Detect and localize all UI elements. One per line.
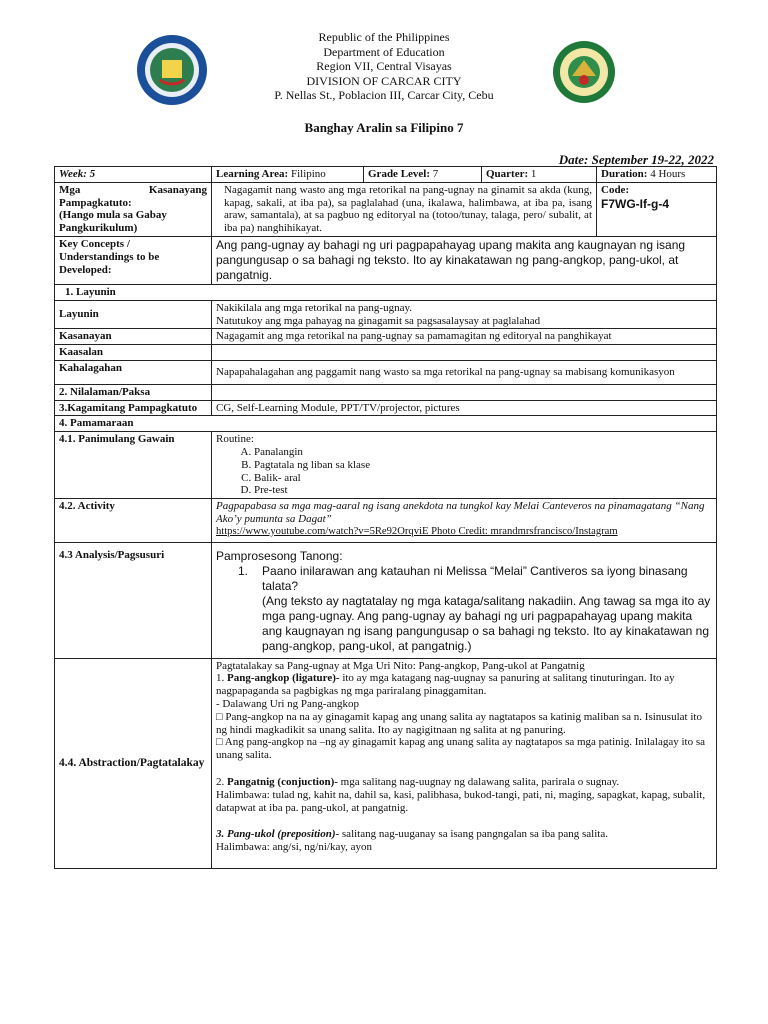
grade-level-value: 7 (430, 168, 439, 180)
pang-ukol-examples: Halimbawa: ang/si, ng/ni/kay, ayon (216, 841, 373, 854)
item-number: 3. (216, 828, 227, 841)
activity-cell (212, 499, 717, 542)
pang-angkop-type-1: □ Pang-angkop na na ay ginagamit kapag ang unang salita ay nagtatapos sa katinig maliban sa n. Isinusulat ito ng hindi magkadikit sa unang salita. Ito ay nagigitnaan ng salita at ng panuring. (216, 710, 702, 736)
duration-label: Duration: (601, 168, 648, 180)
pangatnig-definition (216, 776, 712, 789)
list-item: D. Pre-test (254, 484, 712, 497)
layunin-line: Nakikilala ang mga retorikal na pang-ugnay. (216, 301, 412, 314)
learning-area-label: Learning Area: (216, 168, 289, 180)
document-header (0, 30, 768, 103)
list-item: C. Balik- aral (254, 472, 712, 485)
layunin-label: Layunin (55, 300, 212, 329)
layunin-section-heading: 1. Layunin (55, 284, 717, 300)
learning-area-value: Filipino (288, 168, 326, 180)
analysis-cell (212, 542, 717, 658)
quarter-label: Quarter: (486, 168, 529, 180)
kasanayan-label: Kasanayan (55, 329, 212, 345)
abstraction-cell (212, 658, 717, 868)
abstraction-row (55, 658, 717, 868)
abstraction-label: 4.4. Abstraction/Pagtatalakay (55, 658, 212, 868)
item-number: 2. (216, 775, 227, 788)
nilalaman-row (55, 384, 717, 400)
analysis-intro: Pamprosesong Tanong: (216, 548, 343, 563)
kaasalan-label: Kaasalan (55, 345, 212, 361)
pang-angkop-definition (216, 672, 712, 698)
header-line-address: P. Nellas St., Poblacion III, Carcar City, Cebu (274, 88, 494, 102)
lesson-date: Date: September 19-22, 2022 (558, 152, 714, 167)
code-cell (597, 182, 717, 236)
lesson-plan-table (54, 166, 717, 869)
pang-ukol-definition (216, 828, 712, 841)
analysis-label: 4.3 Analysis/Pagsusuri (55, 542, 212, 658)
nilalaman-label: 2. Nilalaman/Paksa (55, 384, 212, 400)
spacer (216, 814, 712, 828)
pangatnig-examples: Halimbawa: tulad ng, kahit na, dahil sa, kasi, palibhasa, bukod-tangi, pati, ni, maging, sapagkat, kapag, subalit, datapwat at iba pa. pang-ukol, at pangatnig. (216, 788, 706, 814)
header-line-division: DIVISION OF CARCAR CITY (306, 73, 462, 88)
activity-label: 4.2. Activity (55, 499, 212, 542)
header-line-department: Department of Education (323, 44, 445, 59)
key-concepts-row (55, 236, 717, 284)
duration-cell (597, 167, 717, 183)
analysis-question-item (216, 564, 712, 654)
kahalagahan-label: Kahalagahan (55, 360, 212, 384)
header-line-republic: Republic of the Philippines (318, 30, 450, 44)
kagamitan-label: 3.Kagamitang Pampagkatuto (55, 400, 212, 416)
competency-label: Mga Kasanayang Pampagkatuto: (59, 183, 207, 209)
analysis-question: Paano inilarawan ang katauhan ni Melissa “Melai” Cantiveros sa iyong binasang talata? (262, 563, 688, 593)
kasanayan-text: Nagagamit ang mga retorikal na pang-ugnay sa pamamagitan ng editoryal na panghikayat (212, 329, 717, 345)
pang-ukol-term: Pang-ukol (preposition)- (227, 828, 340, 841)
duration-value: 4 Hours (647, 168, 686, 180)
kahalagahan-row (55, 360, 717, 384)
panimulang-cell (212, 432, 717, 499)
quarter-value: 1 (528, 168, 537, 180)
pamamaraan-heading: 4. Pamamaraan (55, 416, 717, 432)
grade-level-label: Grade Level: (368, 168, 431, 180)
analysis-row (55, 542, 717, 658)
activity-text: Pagpapabasa sa mga mag-aaral ng isang anekdota na tungkol kay Melai Canteveros na pinamagatang “Nang Ako’y pumunta sa Dagat” (216, 500, 705, 525)
pangatnig-text: mga salitang nag-uugnay ng dalawang salita, parirala o sugnay. (337, 775, 620, 788)
key-concepts-text: Ang pang-ugnay ay bahagi ng uri pagpapahayag upang makita ang kaugnayan ng isang pangungusap o sa bahagi ng teksto. Ito ay kinakatawan ng pang-angkop, pang-ukol, at pangatnig. (212, 236, 717, 284)
competency-source-label: (Hango mula sa Gabay Pangkurikulum) (59, 209, 167, 235)
pang-angkop-subheading: - Dalawang Uri ng Pang-angkop (216, 697, 359, 710)
routine-intro: Routine: (216, 433, 254, 446)
kaasalan-row (55, 345, 717, 361)
spacer (216, 762, 712, 776)
layunin-row (55, 300, 717, 329)
pang-angkop-type-2: □ Ang pang-angkop na –ng ay ginagamit kapag ang unang salita ay nagtatapos sa mga patinig. Inilalagay ito sa unang salita. (216, 736, 705, 762)
document-title: Banghay Aralin sa Filipino 7 (304, 120, 464, 135)
list-item: B. Pagtatala ng liban sa klase (254, 459, 712, 472)
activity-row (55, 499, 717, 542)
quarter-cell (482, 167, 597, 183)
code-value: F7WG-If-g-4 (601, 196, 669, 211)
info-row (55, 167, 717, 183)
layunin-cell (212, 300, 717, 329)
competency-row (55, 182, 717, 236)
key-concepts-label: Key Concepts / Understandings to be Developed: (55, 236, 212, 284)
pang-ukol-text: salitang nag-uuganay sa isang pangngalan sa iba pang salita. (339, 828, 608, 841)
pamamaraan-row (55, 416, 717, 432)
routine-list (216, 446, 712, 497)
header-line-region: Region VII, Central Visayas (316, 59, 452, 73)
activity-video-link[interactable]: https://www.youtube.com/watch?v=5Re92OrqviE Photo Credit: mrandmrsfrancisco/Instagram (216, 525, 618, 537)
layunin-line: Natutukoy ang mga pahayag na ginagamit sa pagsasalaysay at paglalahad (216, 314, 541, 327)
kasanayan-row (55, 329, 717, 345)
nilalaman-text (212, 384, 717, 400)
code-label: Code: (601, 183, 630, 196)
pang-angkop-term: Pang-angkop (ligature)- (227, 672, 340, 685)
competency-text: Nagagamit nang wasto ang mga retorikal na pang-ugnay na ginamit sa akda (kung, kapag, sakali, at iba pa), sa paglalahad (una, ikalawa, halimbawa, at iba pa, isang araw, samantala), at sa pagbuo ng editoryal na (totoo/tunay, talaga, pero/ subalit, at iba pa) nanghihikayat. (212, 182, 597, 236)
grade-level-cell (364, 167, 482, 183)
analysis-answer: (Ang teksto ay nagtatalay ng mga kataga/salitang nakadiin. Ang tawag sa mga ito ay mga pang-ugnay. Ang pang-ugnay ay bahagi ng uri pagpapahayag upang makita ang kaugnayan ng isang pangungusap o sa bahagi ng teksto. Ito ay kinakatawan ng pang-angkop, pang-ukol, at pangatnig.) (262, 593, 711, 653)
kaasalan-text (212, 345, 717, 361)
question-number: 1. (238, 563, 249, 578)
learning-area-cell (212, 167, 364, 183)
item-number: 1. (216, 672, 227, 685)
panimulang-row (55, 432, 717, 499)
panimulang-label: 4.1. Panimulang Gawain (55, 432, 212, 499)
kagamitan-row (55, 400, 717, 416)
week-cell: Week: 5 (55, 167, 212, 183)
layunin-section-row (55, 284, 717, 300)
kahalagahan-text: Napapahalagahan ang paggamit nang wasto sa mga retorikal na pang-ugnay sa mabisang komunikasyon (212, 360, 717, 384)
competency-label-cell (55, 182, 212, 236)
pang-angkop-text: ito ay mga katagang nag-uugnay sa panuring at salitang tinuturingan. Ito ay nagpapaganda sa pagbigkas ng mga pariralang pinaggamitan. (216, 672, 675, 698)
abstraction-intro: Pagtatalakay sa Pang-ugnay at Mga Uri Nito: Pang-angkop, Pang-ukol at Pangatnig (216, 659, 585, 672)
analysis-question-body (262, 564, 712, 654)
pangatnig-term: Pangatnig (conjuction)- (227, 775, 338, 788)
kagamitan-text: CG, Self-Learning Module, PPT/TV/projector, pictures (212, 400, 717, 416)
list-item: A. Panalangin (254, 446, 712, 459)
